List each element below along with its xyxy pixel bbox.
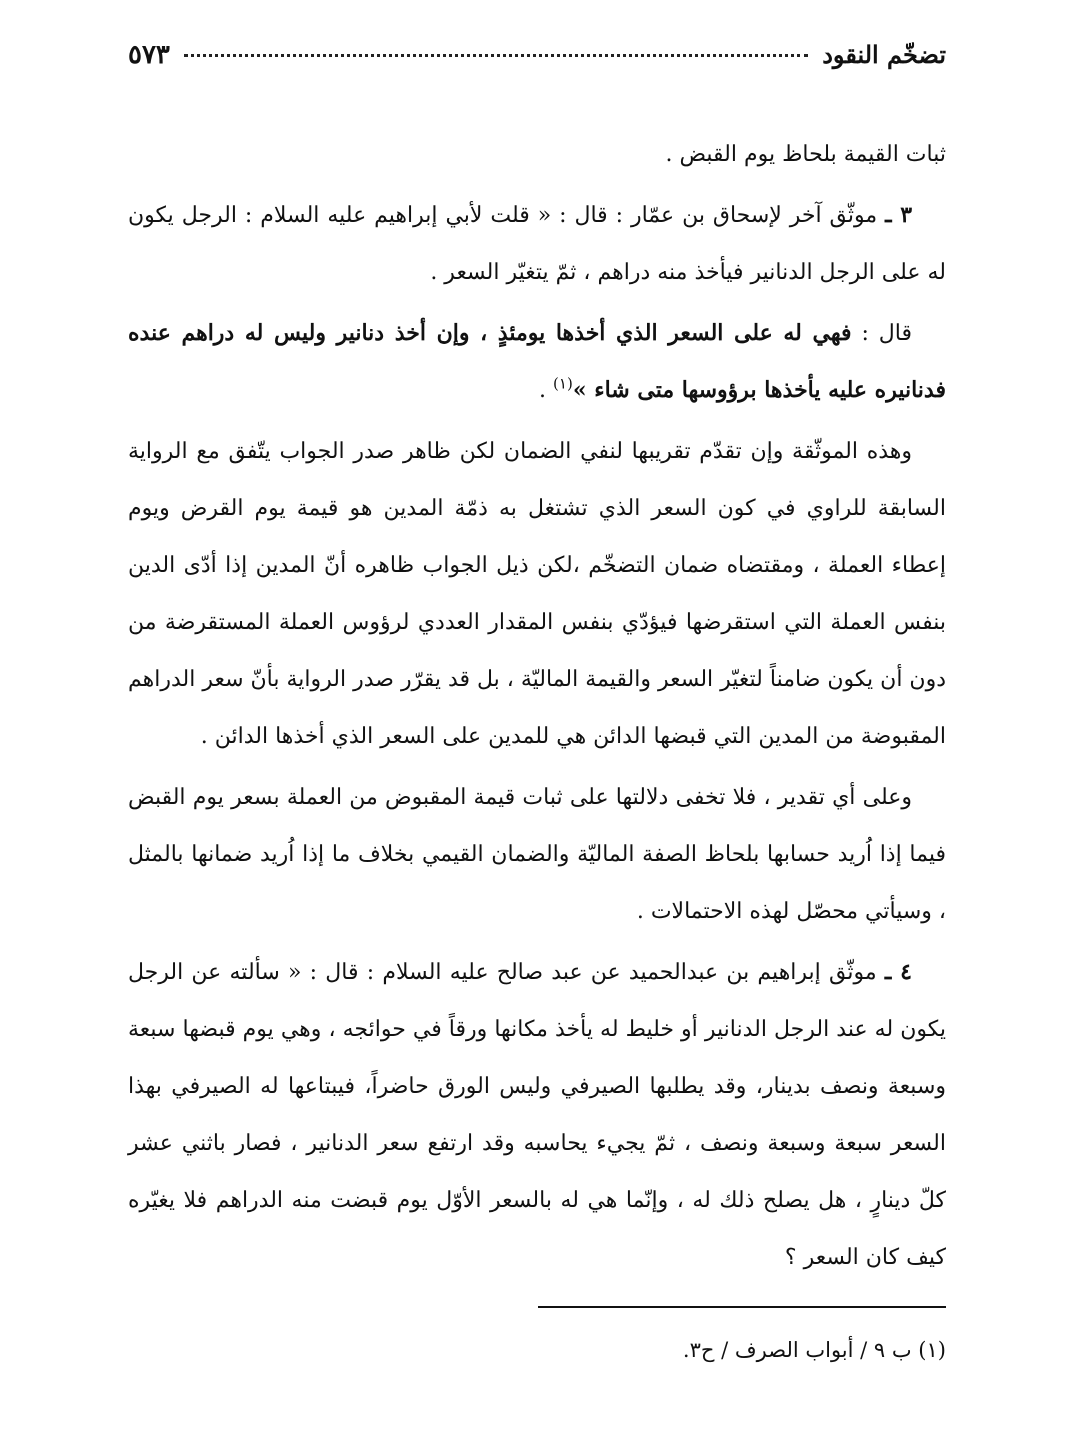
paragraph-1 [128, 126, 946, 183]
paragraph-3 [128, 305, 946, 419]
paragraph-5 [128, 769, 946, 940]
paragraph-3-end: . [539, 378, 554, 403]
body-text [128, 126, 946, 1286]
paragraph-1-text: ثبات القيمة بلحاظ يوم القبض . [665, 142, 946, 167]
paragraph-6-text: موثّق إبراهيم بن عبدالحميد عن عبد صالح عليه السلام : قال : « سألته عن الرجل يكون له عند الرجل الدنانير أو خليط له يأخذ مكانها ورقاً في حوائجه ، وهي يوم قبضها سبعة وسبعة ونصف بدينار، وقد يطلبها الصيرفي وليس الورق حاضراً، فيبتاعها له الصيرفي بهذا السعر سبعة وسبعة ونصف ، ثمّ يجيء يحاسبه وقد ارتفع سعر الدنانير ، فصار باثني عشر كلّ دينارٍ ، هل يصلح ذلك له ، وإنّما هي له بالسعر الأوّل يوم قبضت منه الدراهم فلا يغيّره كيف كان السعر ؟ [128, 960, 946, 1270]
item-number-4: ٤ ـ [884, 959, 912, 985]
item-number-3: ٣ ـ [885, 202, 913, 228]
footnote-ref-1: (١) [553, 374, 573, 393]
paragraph-3-quote: فهي له على السعر الذي أخذها يومئذٍ ، وإن أخذ دنانير وليس له دراهم عنده فدنانيره عليه يأخذها برؤوسها متى شاء » [128, 320, 946, 403]
paragraph-2-text: موثّق آخر لإسحاق بن عمّار : قال : « قلت لأبي إبراهيم عليه السلام : الرجل يكون له على الرجل الدنانير فيأخذ منه دراهم ، ثمّ يتغيّر السعر . [128, 203, 946, 285]
page-number: ٥٧٣ [128, 40, 170, 70]
paragraph-6 [128, 944, 946, 1286]
footnote-text: (١) ب ٩ / أبواب الصرف / ح٣. [682, 1338, 946, 1362]
paragraph-4-text: وهذه الموثّقة وإن تقدّم تقريبها لنفي الضمان لكن ظاهر صدر الجواب يتّفق مع الرواية السابقة للراوي في كون السعر الذي تشتغل به ذمّة المدين هو قيمة يوم القرض ويوم إعطاء العملة ، ومقتضاه ضمان التضخّم ،لكن ذيل الجواب ظاهره أنّ المدين إذا أدّى الدين بنفس العملة التي استقرضها فيؤدّي بنفس المقدار العددي لرؤوس العملة المستقرضة من دون أن يكون ضامناً لتغيّر السعر والقيمة الماليّة ، بل قد يقرّر صدر الرواية بأنّ سعر الدراهم المقبوضة من المدين التي قبضها الدائن هي للمدين على السعر الذي أخذها الدائن . [128, 439, 946, 749]
leader-dots [184, 54, 808, 57]
book-page [128, 40, 946, 1290]
footnote [683, 1338, 946, 1362]
running-header [128, 40, 946, 84]
paragraph-2 [128, 187, 946, 301]
chapter-title: تضخّم النقود [822, 40, 946, 69]
footnote-separator [538, 1306, 946, 1308]
paragraph-4 [128, 423, 946, 765]
paragraph-5-text: وعلى أي تقدير ، فلا تخفى دلالتها على ثبات قيمة المقبوض من العملة بسعر يوم القبض فيما إذا اُريد حسابها بلحاظ الصفة الماليّة والضمان القيمي بخلاف ما إذا اُريد ضمانها بالمثل ، وسيأتي محصّل لهذه الاحتمالات . [128, 785, 946, 924]
paragraph-3-lead: قال : [861, 321, 913, 346]
